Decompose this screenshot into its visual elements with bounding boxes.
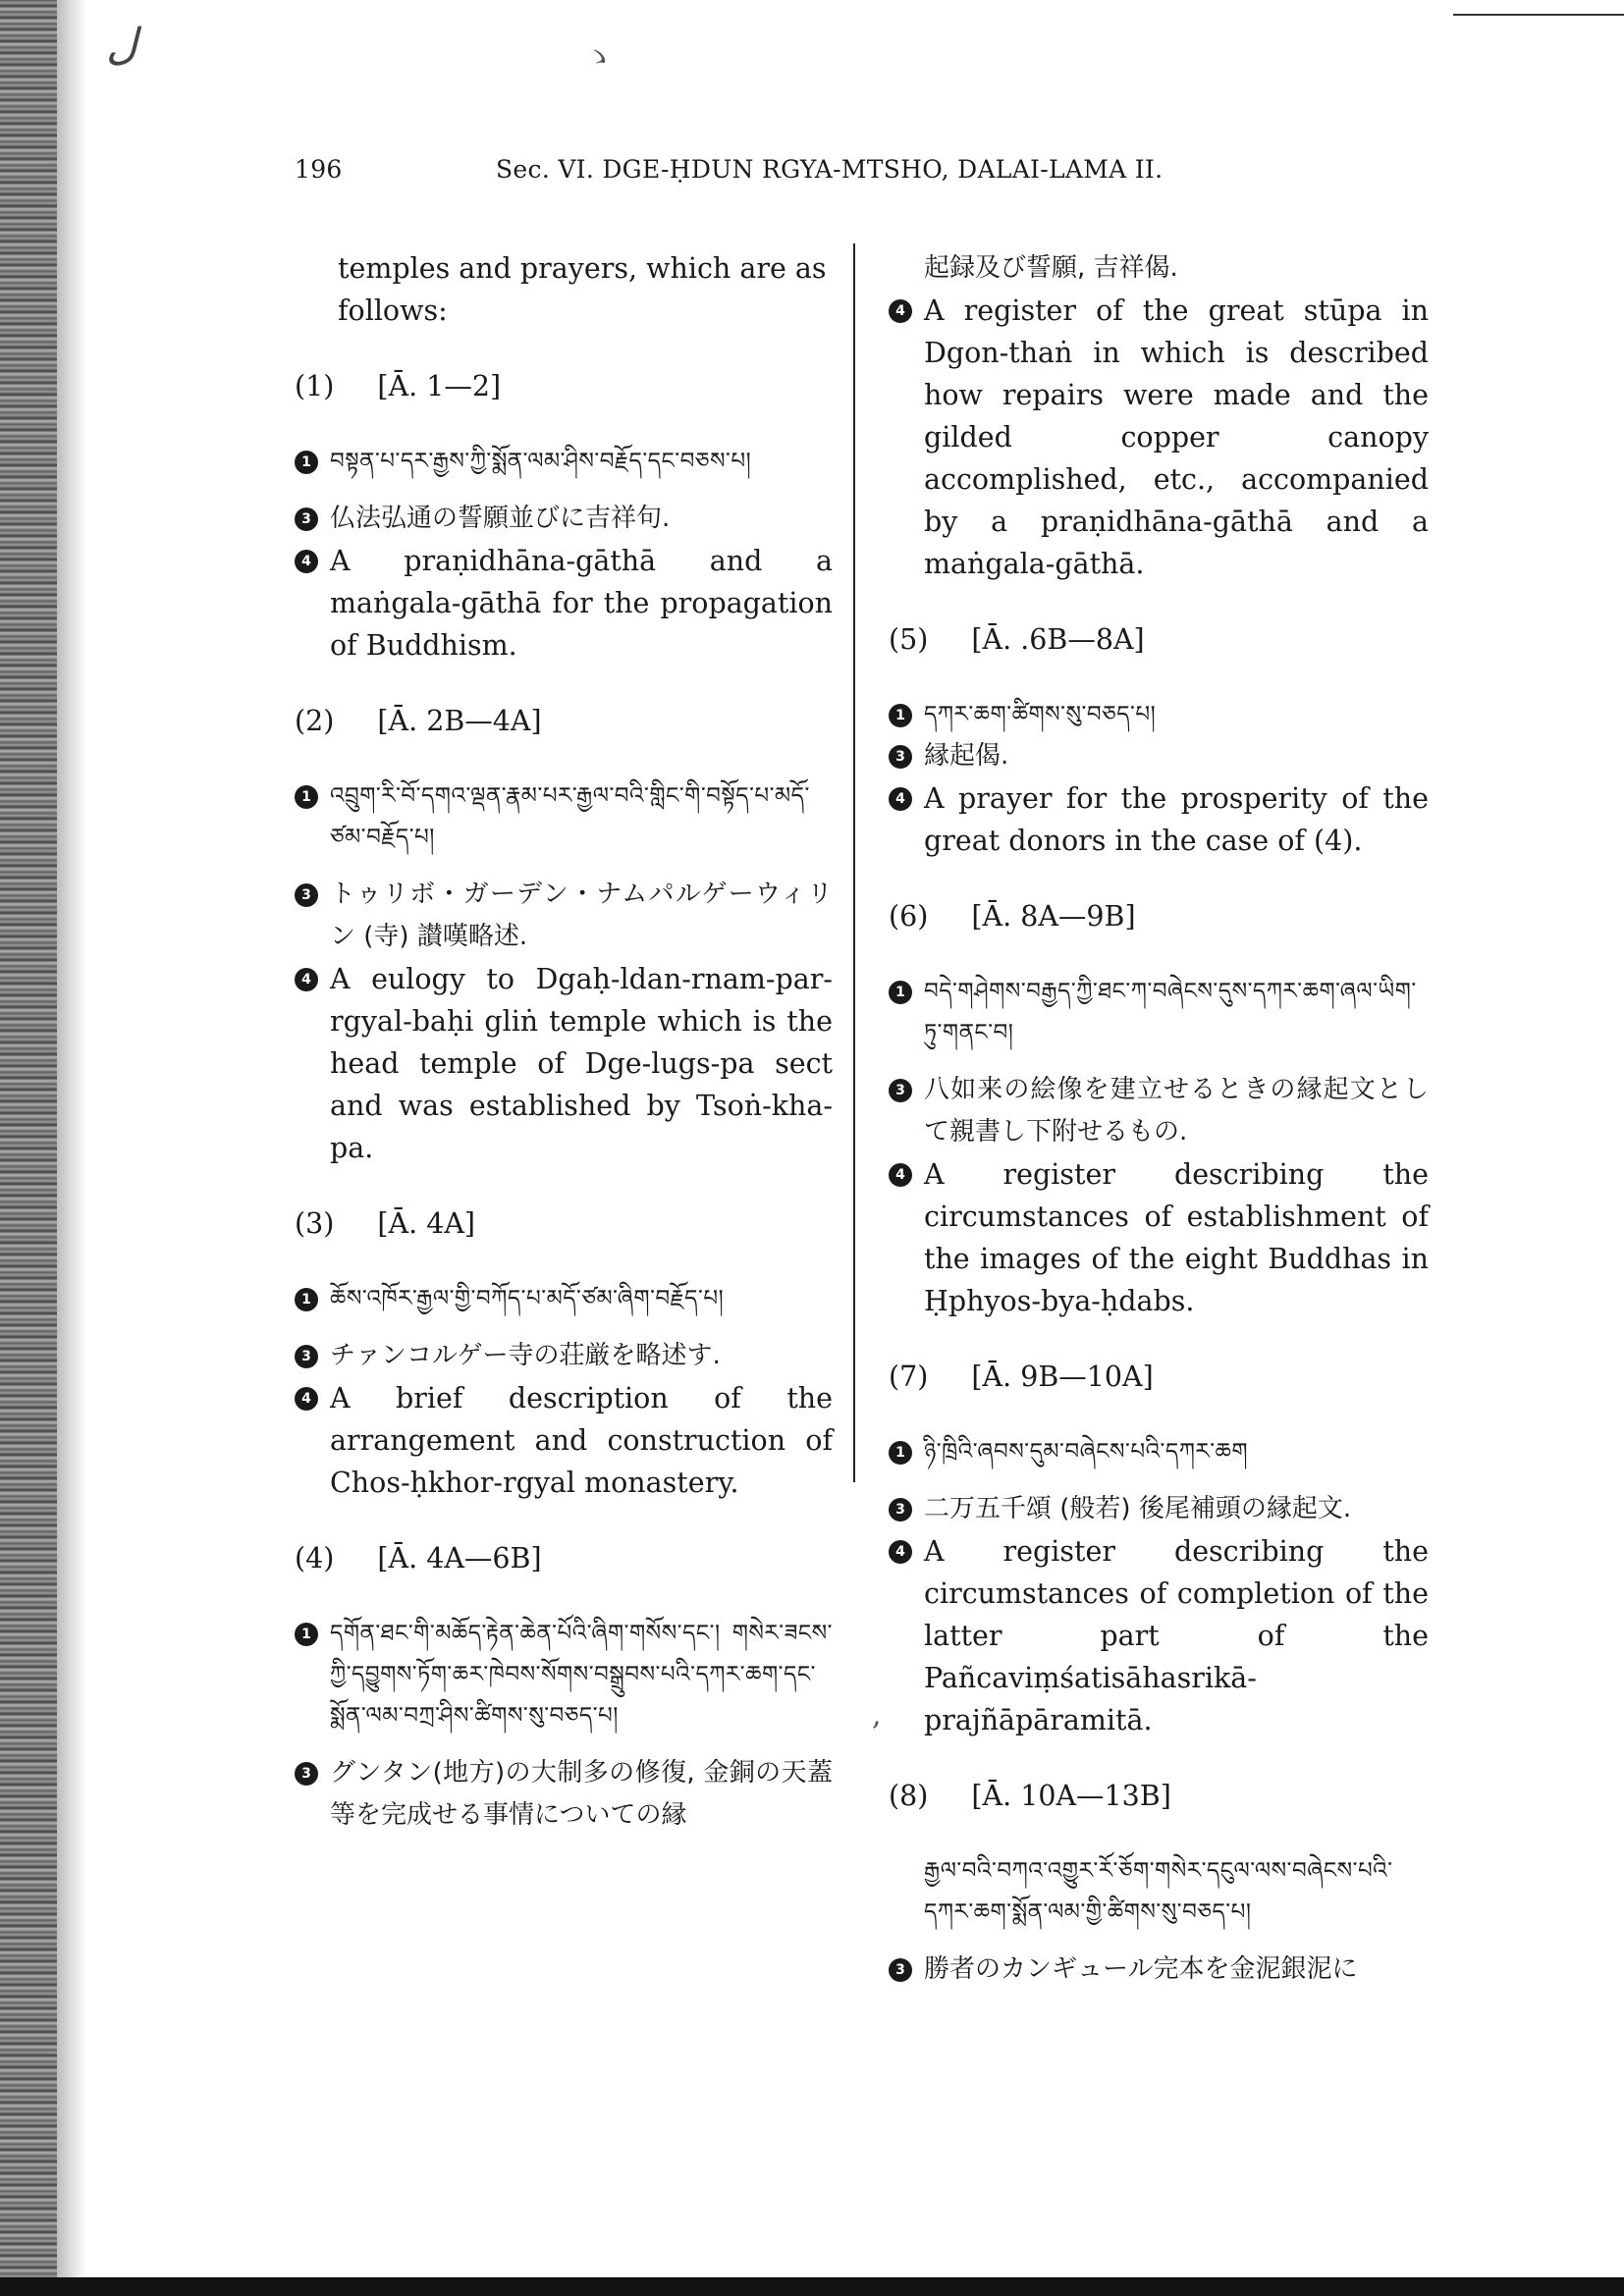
entry-number: (6) xyxy=(889,900,929,933)
entry-heading xyxy=(295,1537,833,1579)
english-marker-icon: 4 xyxy=(295,1387,318,1411)
entry-heading xyxy=(295,1202,833,1245)
japanese-marker-icon: 3 xyxy=(889,1958,912,1982)
japanese-text: 八如来の絵像を建立せるときの縁起文として親書し下附せるもの. xyxy=(924,1075,1429,1147)
japanese-text: トゥリボ・ガーデン・ナムパルゲーウィリン (寺) 讃嘆略述. xyxy=(330,880,833,951)
page-number: 196 xyxy=(295,155,343,184)
tibetan-text: དགོན་ཐང་གི་མཆོད་རྟེན་ཆེན་པོའི་ཞིག་གསོས་དང་། གསེར་ཟངས་ཀྱི་དབྱུགས་ཏོག་ཆར་ཁེབས་སོགས་བསྒྲུབས་པའི་དཀར་ཆག་དང་སྨོན་ལམ་བཀྲ་ཤིས་ཚིགས་སུ་བཅད་པ། xyxy=(330,1621,833,1729)
entry-number: (8) xyxy=(889,1780,929,1812)
entry-number: (7) xyxy=(889,1361,929,1393)
tibetan-text: འབྲུག་རི་བོ་དགའ་ལྡན་རྣམ་པར་རྒྱལ་བའི་གླིང་གི་བསྟོད་པ་མདོ་ཙམ་བརྗོད་པ། xyxy=(330,783,810,850)
tibetan-title xyxy=(295,441,833,482)
japanese-text: 仏法弘通の誓願並びに吉祥句. xyxy=(330,504,671,533)
english-text: A register describing the circumstances of establishment of the images of the eight Buddhas in Ḥphyos-bya-ḥdabs. xyxy=(924,1158,1429,1317)
tibetan-text: བདེ་གཤེགས་བརྒྱད་ཀྱི་ཐང་ཀ་བཞེངས་དུས་དཀར་ཆག་ཞལ་ཡིག་ཏུ་གནང་བ། xyxy=(924,979,1417,1045)
english-text: A eulogy to Dgaḥ-ldan-rnam-par-rgyal-baḥi gliṅ temple which is the head temple of Dge-lugs-pa sect and was established by Tsoṅ-kha-pa. xyxy=(330,963,833,1164)
tibetan-title xyxy=(889,1431,1429,1472)
entry-number: (2) xyxy=(295,705,335,737)
tibetan-marker-icon: 1 xyxy=(889,1441,912,1465)
entry-number: (3) xyxy=(295,1207,335,1240)
tibetan-marker-icon: 1 xyxy=(295,785,318,809)
entry-heading xyxy=(889,1356,1429,1398)
tibetan-text: ཉི་ཁྲིའི་ཞབས་དུམ་བཞེངས་པའི་དཀར་ཆག xyxy=(924,1439,1249,1465)
tibetan-text: རྒྱལ་བའི་བཀའ་འགྱུར་རོ་ཅོག་གསེར་དངུལ་ལས་བཞེངས་པའི་དཀར་ཆག་སྨོན་ལམ་གྱི་ཚིགས་སུ་བཅད་པ། xyxy=(924,1858,1393,1925)
tibetan-title xyxy=(295,775,833,858)
english-description xyxy=(295,958,833,1169)
japanese-continuation: 起録及び誓願, 吉祥偈. xyxy=(924,253,1178,283)
entry-reference: [Ā. .6B—8A] xyxy=(971,623,1145,656)
japanese-text: グンタン(地方)の大制多の修復, 金銅の天蓋等を完成せる事情についての縁 xyxy=(330,1758,833,1830)
tibetan-text: བསྟན་པ་དར་རྒྱས་ཀྱི་སྨོན་ལམ་ཤིས་བརྗོད་དང་བཅས་པ། xyxy=(330,449,752,474)
tibetan-title xyxy=(889,971,1429,1053)
tibetan-marker-icon: 1 xyxy=(295,1623,318,1646)
top-edge-line xyxy=(1453,14,1624,16)
japanese-marker-icon: 3 xyxy=(295,1762,318,1786)
english-marker-icon: 4 xyxy=(295,550,318,573)
japanese-title xyxy=(295,1335,833,1377)
japanese-marker-icon: 3 xyxy=(295,1345,318,1368)
english-description xyxy=(889,290,1429,585)
tibetan-title xyxy=(295,1613,833,1736)
entry-heading xyxy=(889,618,1429,661)
stray-comma: , xyxy=(872,1698,882,1733)
running-header xyxy=(295,155,1237,194)
entry-heading xyxy=(889,895,1429,937)
entry-reference: [Ā. 4A] xyxy=(377,1207,476,1240)
english-description xyxy=(295,540,833,667)
english-description xyxy=(889,777,1429,862)
tibetan-marker-icon: 1 xyxy=(889,704,912,727)
english-marker-icon: 4 xyxy=(889,1163,912,1187)
japanese-title xyxy=(889,1488,1429,1530)
japanese-text: 勝者のカンギュール完本を金泥銀泥に xyxy=(924,1954,1358,1984)
entry-reference: [Ā. 10A—13B] xyxy=(971,1780,1171,1812)
english-description xyxy=(889,1153,1429,1322)
tibetan-marker-icon: 1 xyxy=(295,451,318,474)
tibetan-marker-icon: 1 xyxy=(889,981,912,1004)
japanese-marker-icon: 3 xyxy=(889,1079,912,1102)
english-marker-icon: 4 xyxy=(889,787,912,811)
english-description xyxy=(889,1530,1429,1741)
english-text: A register of the great stūpa in Dgon-thaṅ in which is described how repairs were made and the gilded copper canopy accomplished, etc., accompanied by a praṇidhāna-gāthā and a maṅgala-gāthā. xyxy=(924,294,1429,580)
entry-reference: [Ā. 1—2] xyxy=(377,370,502,402)
gutter-shadow xyxy=(57,0,86,2296)
entry-reference: [Ā. 8A—9B] xyxy=(971,900,1136,933)
margin-scribble: ل xyxy=(106,20,137,70)
japanese-title xyxy=(295,498,833,540)
tibetan-marker-icon: 1 xyxy=(295,1288,318,1311)
entry-heading xyxy=(295,700,833,742)
japanese-title xyxy=(889,1069,1429,1153)
english-marker-icon: 4 xyxy=(889,1540,912,1564)
tibetan-title xyxy=(295,1278,833,1319)
english-text: A prayer for the prosperity of the great donors in the case of (4). xyxy=(924,782,1429,857)
right-column xyxy=(889,247,1429,1991)
japanese-title xyxy=(295,874,833,958)
running-title: Sec. VI. DGE-ḤDUN RGYA-MTSHO, DALAI-LAMA II. xyxy=(496,155,1164,184)
entry-heading xyxy=(295,365,833,407)
english-description xyxy=(295,1377,833,1504)
japanese-marker-icon: 3 xyxy=(295,883,318,907)
tibetan-title xyxy=(889,694,1429,735)
entry-number: (4) xyxy=(295,1542,335,1575)
intro-line: temples and prayers, which are as xyxy=(338,252,827,285)
english-marker-icon: 4 xyxy=(295,968,318,991)
column-divider xyxy=(853,243,855,1482)
japanese-text: 二万五千頌 (般若) 後尾補頭の縁起文. xyxy=(924,1494,1352,1523)
english-marker-icon: 4 xyxy=(889,299,912,323)
japanese-text: チァンコルゲー寺の荘厳を略述す. xyxy=(330,1341,721,1370)
japanese-marker-icon: 3 xyxy=(889,745,912,769)
book-spine-shadow xyxy=(0,0,57,2296)
english-text: A brief description of the arrangement and construction of Chos-ḥkhor-rgyal monastery. xyxy=(330,1382,833,1499)
english-text: A register describing the circumstances of completion of the latter part of the Pañcaviṃśatisāhasrikā-prajñāpāramitā. xyxy=(924,1535,1429,1736)
japanese-title xyxy=(295,1752,833,1837)
entry-number: (1) xyxy=(295,370,335,402)
page-bottom-edge xyxy=(0,2277,1624,2296)
entry-number: (5) xyxy=(889,623,929,656)
japanese-marker-icon: 3 xyxy=(295,507,318,531)
tibetan-text: ཆོས་འཁོར་རྒྱལ་གྱི་བཀོད་པ་མདོ་ཙམ་ཞིག་བརྗོད་པ། xyxy=(330,1286,725,1311)
english-text: A praṇidhāna-gāthā and a maṅgala-gāthā for the propagation of Buddhism. xyxy=(330,545,833,662)
entry-heading xyxy=(889,1775,1429,1817)
entry-reference: [Ā. 9B—10A] xyxy=(971,1361,1154,1393)
intro-line: follows: xyxy=(338,294,448,327)
japanese-title xyxy=(889,1949,1429,1991)
entry-reference: [Ā. 2B—4A] xyxy=(377,705,542,737)
tibetan-text: དཀར་ཆག་ཚིགས་སུ་བཅད་པ། xyxy=(924,702,1157,727)
japanese-title xyxy=(889,735,1429,777)
stray-mark: ゝ xyxy=(581,37,618,78)
japanese-text: 縁起偈. xyxy=(924,741,1009,771)
japanese-marker-icon: 3 xyxy=(889,1498,912,1522)
entry-reference: [Ā. 4A—6B] xyxy=(377,1542,542,1575)
left-column xyxy=(295,247,833,1837)
